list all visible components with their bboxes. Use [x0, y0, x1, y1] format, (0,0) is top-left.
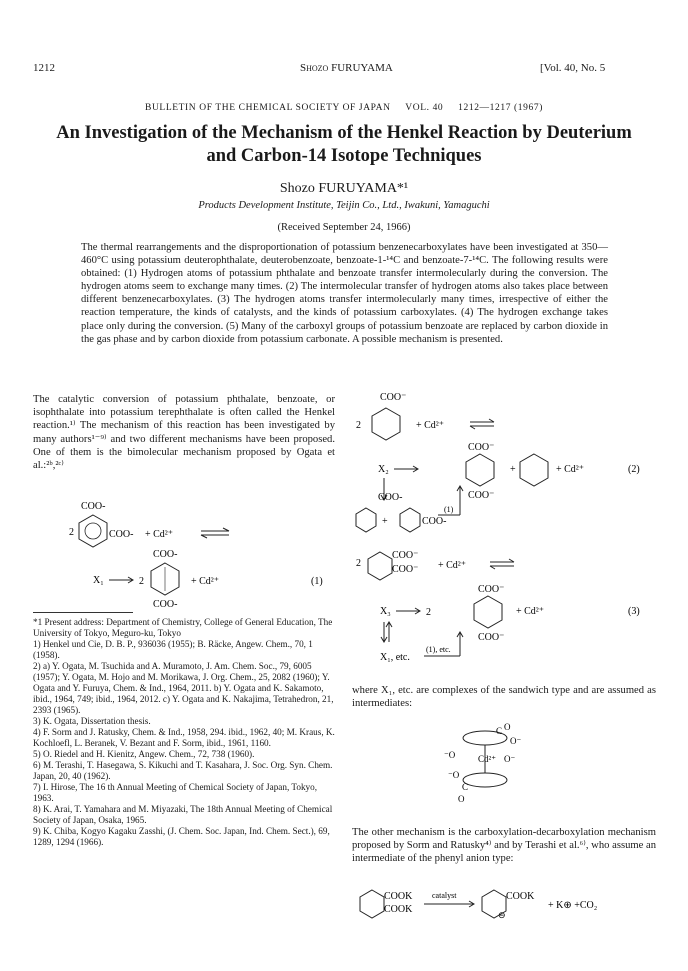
coo-label: COO⁻: [478, 632, 505, 643]
footnote: 4) F. Sorm and J. Ratusky, Chem. & Ind., 1958, 294. ibid., 1962, 40; M. Kraus, K. Kochloefl, L. Beranek, V. Bezant and F. Sorm, ibid., 1961, 1160.: [33, 727, 335, 748]
cd-ion: + Cd²⁺: [145, 529, 174, 540]
footnote: 3) K. Ogata, Dissertation thesis.: [33, 716, 151, 726]
cd-ion: + Cd²⁺: [556, 464, 585, 475]
catalyst-label: catalyst: [432, 891, 457, 900]
oxygen-anion: ⁻O: [448, 770, 460, 780]
equilibrium-arrow: [201, 528, 229, 538]
cd-ion: + Cd²⁺: [416, 420, 445, 431]
other-mechanism-paragraph: The other mechanism is the carboxylation-decarboxylation mechanism proposed by Sorm and Ratusky⁴⁾ and by Terashi et al.⁶⁾, who assume an intermediate of the phenyl anion type:: [352, 827, 656, 865]
oxygen-anion: O⁻: [510, 736, 522, 746]
step-label: (1), etc.: [426, 645, 451, 654]
paper-author: Shozo FURUYAMA*¹: [279, 181, 409, 196]
carbon-label: C: [496, 726, 503, 736]
terephthalate-ring: [151, 563, 179, 595]
scheme-2-3: [350, 388, 660, 680]
intermediate-x2: X₂: [378, 464, 389, 475]
where-paragraph: where X₁, etc. are complexes of the sandwich type and are assumed as intermediates:: [352, 685, 656, 710]
coo-label: COO⁻: [392, 564, 419, 575]
phthalate-ring: [360, 890, 384, 918]
intro-paragraph: The catalytic conversion of potassium phthalate, benzoate, or isophthalate into potassium terephthalate is often called the Henkel reaction.¹⁾ The mechanism of this reaction has been investigated by many authors¹⁻⁹⁾ and two different mechanisms have been proposed. One of them is the bimolecular mechanism proposed by Ogata et al.:²ᵇ,²ᶜ⁾: [33, 394, 335, 472]
coo-label: COO⁻: [392, 550, 419, 561]
benzene-ring: [356, 508, 376, 532]
side-products: + K⊕ +CO₂: [548, 900, 598, 911]
footnote: 5) O. Riedel and H. Kienitz, Angew. Chem., 72, 738 (1960).: [33, 749, 255, 759]
coefficient: 2: [139, 576, 144, 587]
cd-ion: + Cd²⁺: [516, 606, 545, 617]
benzoate-ring: [400, 508, 420, 532]
terephthalate-ring: [466, 454, 494, 486]
coo-label: COO-: [153, 599, 178, 609]
coefficient: 2: [69, 527, 74, 538]
sandwich-complex: [440, 718, 550, 808]
plus-sign: +: [382, 516, 388, 527]
intermediate-x3: X₃: [380, 606, 391, 617]
affiliation: Products Development Institute, Teijin Co., Ltd., Iwakuni, Yamaguchi: [198, 200, 490, 211]
journal-line: BULLETIN OF THE CHEMICAL SOCIETY OF JAPAN VOL. 40 1212—1217 (1967): [145, 103, 543, 113]
coefficient: 2: [356, 420, 361, 431]
running-author: Shozo FURUYAMA: [300, 62, 393, 74]
phthalate-ring: [372, 408, 400, 440]
oxygen-label: O: [504, 722, 511, 732]
cd-ion: + Cd²⁺: [191, 576, 220, 587]
coo-label: COO-: [153, 549, 178, 560]
cook-group: COOK: [384, 904, 413, 915]
equation-number: (3): [628, 606, 640, 617]
equation-number: (2): [628, 464, 640, 475]
abstract: The thermal rearrangements and the disproportionation of potassium benzenecarboxylates have been investigated at 350—460°C using potassium deuterophthalate, deuterobenzoate, benzoate-1-¹⁴C and benzoate-7-¹⁴C. The following results were obtained: (1) Hydrogen atoms of potassium phthalate and benzoate transfer intermolecularly during the conversion. The hydrogen atoms seem to exchange many times. (2) The intermolecular transfer of hydrogen atoms also takes place between different benzenecarboxylates. (3) The hydrogen atoms transfer intermolecularly many times, irrespective of either the reaction temperature, the kinds of catalysts, and the kinds of potassium carboxylates. (4) The hydrogen exchange takes place only during the conversion. (5) Many of the carboxyl groups of potassium benzoate are replaced by carbon dioxide in the gas phase and by carbon dioxide from potassium carbonate. A possible mechanism is presented.: [81, 242, 608, 345]
oxygen-anion: O⁻: [504, 754, 516, 764]
terephthalate-ring: [474, 596, 502, 628]
carboxylation-scheme: [352, 884, 656, 924]
footnote: 1) Henkel und Cie, D. B. P., 936036 (1955); B. Räcke, Angew. Chem., 70, 1 (1958).: [33, 639, 313, 660]
benzoate-ring: [79, 515, 107, 547]
page-number: 1212: [33, 62, 55, 74]
step-label: (1): [444, 505, 454, 514]
cook-group: COOK: [384, 891, 413, 902]
carbon-label: C: [462, 782, 469, 792]
coo-label: COO⁻: [380, 392, 407, 403]
equilibrium-arrow: [470, 419, 494, 429]
coo-label: COO⁻: [478, 584, 505, 595]
scheme-1: [33, 497, 335, 609]
coo-label: COO⁻: [468, 442, 495, 453]
double-arrow: [381, 622, 392, 642]
cd-ion: + Cd²⁺: [438, 560, 467, 571]
footnote: 9) K. Chiba, Kogyo Kagaku Zasshi, (J. Chem. Soc. Japan, Ind. Chem. Sect.), 69, 1289, 1294 (1966).: [33, 826, 330, 847]
benzene-ring: [520, 454, 548, 486]
coo-label: COO⁻: [468, 490, 495, 501]
cook-group: COOK: [506, 891, 535, 902]
intermediates: X₁, etc.: [380, 652, 410, 663]
coo-label: COO-: [81, 501, 106, 512]
footnote: *1 Present address: Department of Chemistry, College of General Education, The University of Tokyo, Meguro-ku, Tokyo: [33, 617, 333, 638]
oxygen-anion: ⁻O: [444, 750, 456, 760]
coo-label: COO-: [109, 529, 134, 540]
anion-symbol: ⊖: [498, 910, 506, 920]
plus-sign: +: [510, 464, 516, 475]
equilibrium-arrow: [490, 559, 514, 569]
coo-label: COO-: [378, 492, 403, 503]
received-date: (Received September 24, 1966): [277, 222, 411, 233]
intermediate-x1: X₁: [93, 575, 104, 586]
equation-number: (1): [311, 576, 323, 587]
footnote-divider: [33, 612, 133, 613]
footnote: 7) I. Hirose, The 16 th Annual Meeting of Chemical Society of Japan, Tokyo, 1963.: [33, 782, 318, 803]
footnotes: [33, 617, 335, 848]
footnote: 2) a) Y. Ogata, M. Tsuchida and A. Muramoto, J. Am. Chem. Soc., 79, 6005 (1957); Y. Ogata, M. Hojo and M. Morikawa, J. Org. Chem., 25, 2082 (1960); Y. Ogata and Y. Furuya, Chem. & Ind., 1964, 2011. b) Y. Ogata and K. Sakamoto, ibid., 1964, 749; ibid., 1964, 2012. c) Y. Ogata and K. Nakajima, Tetrahedron, 21, 2393 (1965).: [33, 661, 334, 715]
isophthalate-ring: [368, 552, 392, 580]
footnote: 8) K. Arai, T. Yamahara and M. Miyazaki, The 18th Annual Meeting of Chemical Society of Japan, Osaka, 1965.: [33, 804, 333, 825]
coefficient: 2: [356, 558, 361, 569]
coo-label: COO-: [422, 516, 447, 527]
volume-info: [Vol. 40, No. 5: [540, 62, 606, 74]
oxygen-label: O: [458, 794, 465, 804]
footnote: 6) M. Terashi, T. Hasegawa, S. Kikuchi and T. Kasahara, J. Soc. Org. Syn. Chem. Japan, 20, 40 (1962).: [33, 760, 333, 781]
coefficient: 2: [426, 607, 431, 618]
cd-center: Cd²⁺: [478, 754, 496, 764]
paper-title: An Investigation of the Mechanism of the Henkel Reaction by Deuterium and Carbon-14 Isotope Techniques: [56, 123, 632, 166]
